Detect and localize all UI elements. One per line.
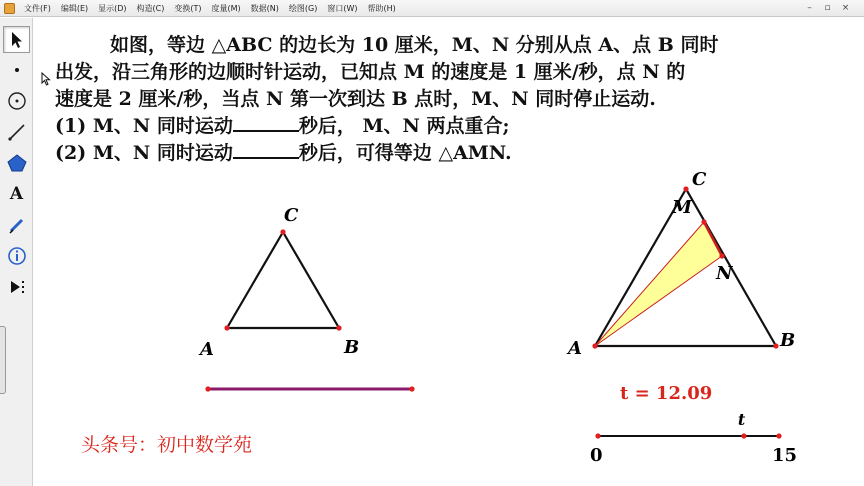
slider-min-label: 0	[590, 445, 603, 466]
label-m: M	[672, 197, 692, 218]
menu-construct[interactable]: 构造(C)	[136, 3, 165, 13]
slider-end-point[interactable]	[776, 433, 781, 438]
segment-am[interactable]	[595, 222, 704, 346]
triangle-abc-left[interactable]	[198, 205, 359, 360]
point-c-right[interactable]	[683, 186, 688, 191]
segment-an[interactable]	[595, 256, 722, 346]
label-a-right: A	[568, 338, 582, 359]
menu-file[interactable]: 文件(F)	[24, 3, 51, 13]
point-a-right[interactable]	[592, 343, 597, 348]
t-slider[interactable]	[590, 410, 797, 466]
problem-line-1: 如图，等边 △ABC 的边长为 10 厘米，M、N 分别从点 A、点 B 同时	[110, 34, 719, 56]
label-c-left: C	[284, 205, 299, 226]
problem-line-2: 出发，沿三角形的边顺时针运动，已知点 M 的速度是 1 厘米/秒，点 N 的	[55, 61, 686, 83]
menu-measure[interactable]: 度量(M)	[211, 3, 241, 13]
slider-start-point[interactable]	[595, 433, 600, 438]
triangle-outline[interactable]	[227, 232, 339, 328]
text-a-icon: A	[9, 183, 24, 204]
slider-max-label: 15	[772, 445, 798, 466]
segment-bar[interactable]	[205, 386, 414, 391]
point-b-right[interactable]	[773, 343, 778, 348]
question-1-prefix: (1) M、N 同时运动	[55, 115, 233, 137]
menu-number[interactable]: 数据(N)	[250, 3, 279, 13]
segment-endpoint-right[interactable]	[409, 386, 414, 391]
point-c-left[interactable]	[280, 229, 285, 234]
label-b-left: B	[344, 337, 360, 358]
close-button[interactable]: ×	[841, 3, 850, 13]
menu-edit[interactable]: 编辑(E)	[60, 3, 89, 13]
label-c-right: C	[692, 169, 707, 190]
point-a-left[interactable]	[224, 325, 229, 330]
restore-button[interactable]: ▫	[824, 3, 831, 13]
t-value-readout[interactable]: t = 12.09	[620, 383, 713, 404]
label-n: N	[716, 263, 733, 284]
label-a-left: A	[200, 339, 214, 360]
menu-transform[interactable]: 变换(T)	[174, 3, 202, 13]
point-b-left[interactable]	[336, 325, 341, 330]
slider-handle[interactable]	[741, 433, 746, 438]
point-m[interactable]	[701, 219, 706, 224]
slider-var-label: t	[737, 410, 746, 429]
menu-window[interactable]: 窗口(W)	[327, 3, 358, 13]
question-2-prefix: (2) M、N 同时运动	[55, 142, 233, 164]
point-n[interactable]	[719, 253, 724, 258]
menu-graph[interactable]: 绘图(G)	[288, 3, 318, 13]
menu-help[interactable]: 帮助(H)	[367, 3, 396, 13]
triangle-amn-fill[interactable]	[595, 222, 722, 346]
triangle-abc-right[interactable]	[566, 169, 795, 359]
minimize-button[interactable]: –	[807, 3, 812, 13]
label-b-right: B	[780, 330, 796, 351]
mouse-cursor-icon	[41, 72, 51, 86]
segment-endpoint-left[interactable]	[205, 386, 210, 391]
brand-caption: 头条号：初中数学苑	[81, 434, 253, 456]
problem-line-3: 速度是 2 厘米/秒，当点 N 第一次到达 B 点时，M、N 同时停止运动.	[55, 88, 656, 110]
question-1-suffix: 秒后， M、N 两点重合;	[298, 115, 510, 137]
menu-display[interactable]: 显示(D)	[98, 3, 127, 13]
question-2-suffix: 秒后，可得等边 △AMN.	[298, 142, 512, 164]
